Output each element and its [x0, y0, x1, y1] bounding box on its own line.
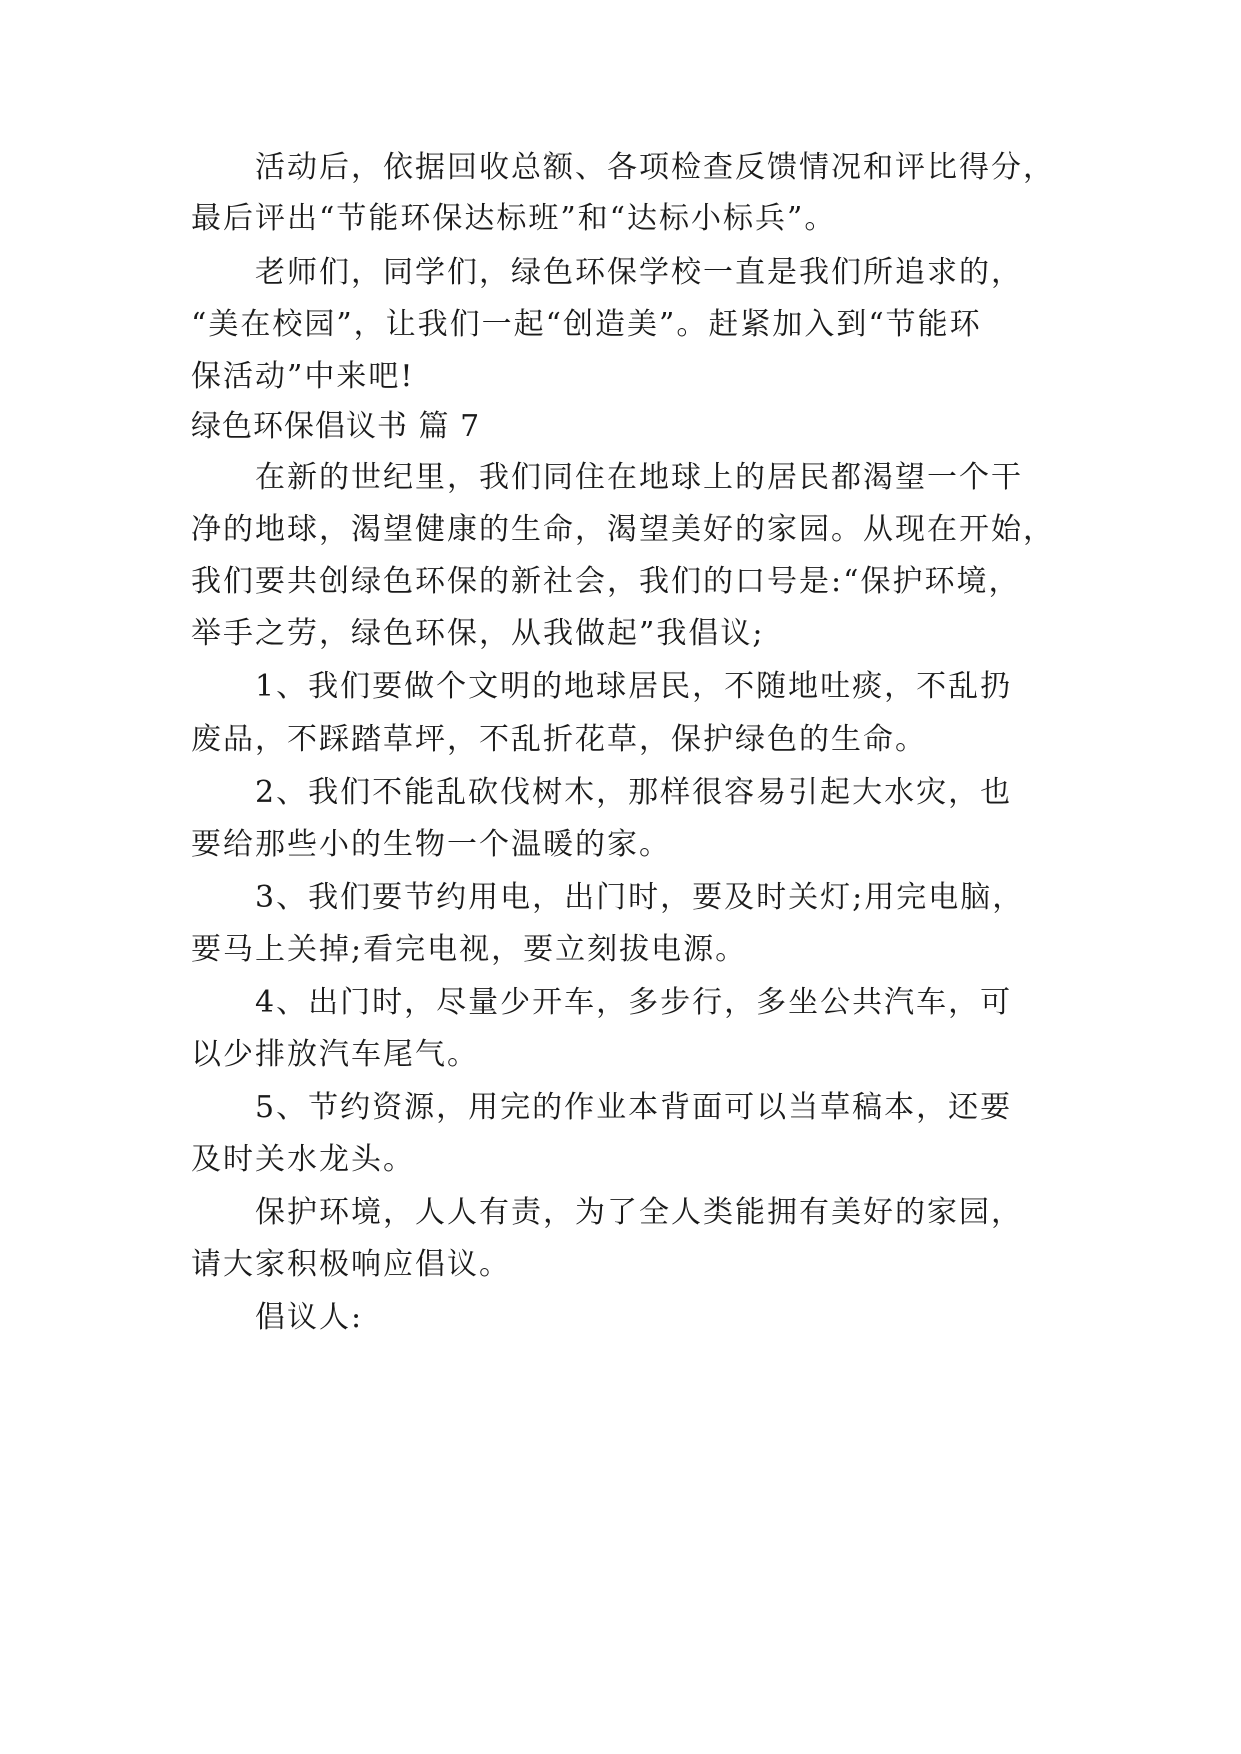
paragraph-line: 老师们，同学们，绿色环保学校一直是我们所追求的，: [255, 255, 1023, 290]
list-item-line: 2、我们不能乱砍伐树木，那样很容易引起大水灾，也: [255, 775, 1013, 810]
paragraph-line: 保活动”中来吧!: [191, 359, 415, 394]
paragraph-line: 请大家积极响应倡议。: [191, 1247, 511, 1282]
list-item-line: 要给那些小的生物一个温暖的家。: [191, 827, 671, 862]
list-item-line: 5、节约资源，用完的作业本背面可以当草稿本，还要: [255, 1090, 1013, 1125]
list-item-line: 1、我们要做个文明的地球居民，不随地吐痰，不乱扔: [255, 669, 1013, 704]
paragraph-line: 活动后，依据回收总额、各项检查反馈情况和评比得分，: [255, 150, 1055, 185]
paragraph-line: 举手之劳，绿色环保，从我做起”我倡议;: [191, 616, 765, 651]
paragraph-line: 在新的世纪里，我们同住在地球上的居民都渴望一个干: [255, 460, 1023, 495]
paragraph-line: 净的地球，渴望健康的生命，渴望美好的家园。从现在开始，: [191, 512, 1055, 547]
list-item-line: 要马上关掉;看完电视，要立刻拔电源。: [191, 932, 748, 967]
list-item-line: 3、我们要节约用电，出门时，要及时关灯;用完电脑，: [255, 880, 1025, 915]
list-item-line: 以少排放汽车尾气。: [191, 1037, 479, 1072]
paragraph-line: 最后评出“节能环保达标班”和“达标小标兵”。: [191, 201, 837, 236]
paragraph-line: “美在校园”，让我们一起“创造美”。赶紧加入到“节能环: [191, 307, 982, 342]
section-heading: 绿色环保倡议书 篇 7: [191, 409, 481, 444]
list-item-line: 4、出门时，尽量少开车，多步行，多坐公共汽车，可: [255, 985, 1013, 1020]
list-item-line: 废品，不踩踏草坪，不乱折花草，保护绿色的生命。: [191, 722, 927, 757]
list-item-line: 及时关水龙头。: [191, 1142, 415, 1177]
signature-label: 倡议人:: [255, 1300, 364, 1335]
paragraph-line: 保护环境，人人有责，为了全人类能拥有美好的家园，: [255, 1195, 1023, 1230]
paragraph-line: 我们要共创绿色环保的新社会，我们的口号是:“保护环境，: [191, 564, 1021, 599]
